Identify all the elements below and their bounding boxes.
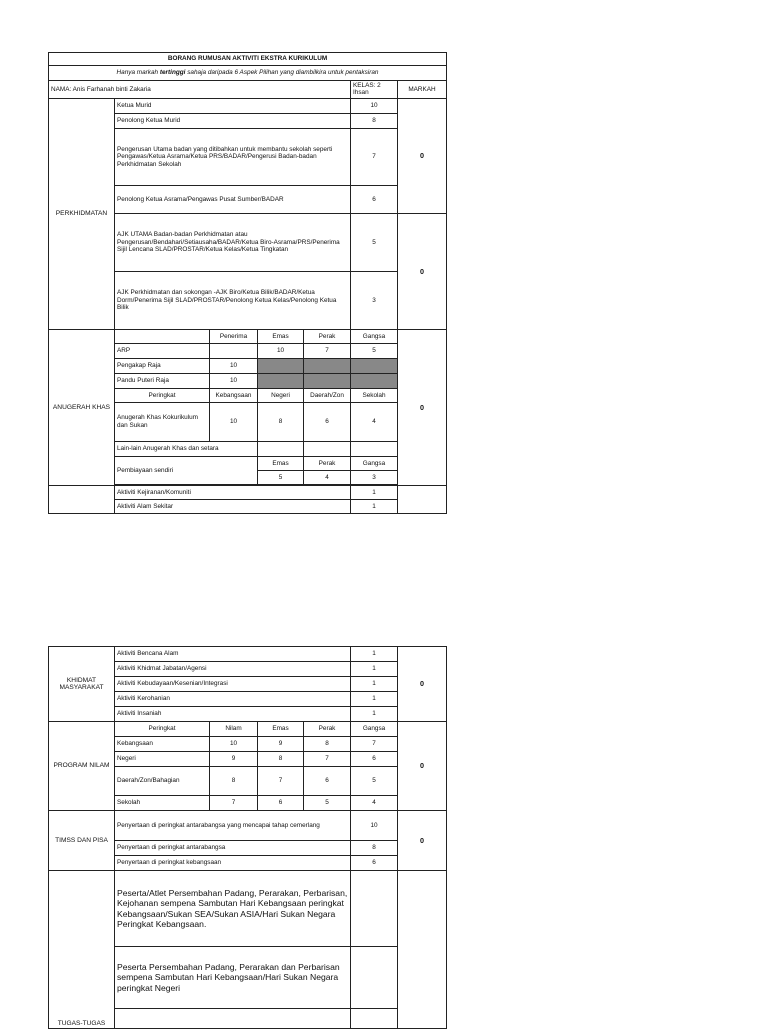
p-header-perak: Perak xyxy=(304,456,351,470)
row-score: 6 xyxy=(351,856,398,871)
emas-score: 7 xyxy=(258,767,304,796)
row-text: Penyertaan di peringkat antarabangsa yang mencapai tahap cemerlang xyxy=(115,811,351,841)
gangsa-score: 4 xyxy=(351,796,398,811)
nilam-score: 10 xyxy=(210,737,258,752)
row-text: AJK Perkhidmatan dan sokongan -AJK Biro/Ketua Bilik/BADAR/Ketua Dorm/Penerima Sijil SLAD/PROSTAR/Penolong Ketua Kelas/Penolong Ketua Bilik xyxy=(115,271,351,329)
nilam-level: Kebangsaan xyxy=(115,737,210,752)
section-program-nilam: PROGRAM NILAM xyxy=(49,722,115,811)
row-text: Aktiviti Kejiranan/Komuniti xyxy=(115,485,351,499)
pengakap-score: 10 xyxy=(210,358,258,373)
header-nilam: Nilam xyxy=(210,722,258,737)
perak-score: 6 xyxy=(304,767,351,796)
header-perak: Perak xyxy=(304,722,351,737)
section-khidmat-masyarakat xyxy=(49,647,115,722)
empty-cell xyxy=(258,441,304,456)
p-gangsa-score: 3 xyxy=(351,470,398,484)
row-text: Peserta Persembahan Padang, Perarakan dan Perbarisan sempena Sambutan Hari Kebangsaan/Hari Sukan Negara peringkat Negeri xyxy=(115,947,351,1009)
markah-tugas xyxy=(398,871,447,1029)
markah-empty xyxy=(398,485,447,513)
header-perak: Perak xyxy=(304,329,351,343)
nilam-level: Daerah/Zon/Bahagian xyxy=(115,767,210,796)
row-score-empty xyxy=(351,871,398,947)
row-score: 1 xyxy=(351,647,398,662)
row-score: 7 xyxy=(351,128,398,185)
row-text-empty xyxy=(115,1009,351,1029)
student-class: KELAS: 2 Ihsan xyxy=(351,81,398,99)
row-text: Penolong Ketua Asrama/Pengawas Pusat Sumber/BADAR xyxy=(115,185,351,213)
shaded-cell xyxy=(351,373,398,388)
row-text: Pengerusan Utama badan yang ditibahkan untuk membantu sekolah seperti Pengawas/Ketua Asrama/Ketua PRS/BADAR/Pengerusi Badan-badan Perkhidmatan Sekolah xyxy=(115,128,351,185)
header-emas: Emas xyxy=(258,722,304,737)
arp-gangsa: 5 xyxy=(351,343,398,358)
shaded-cell xyxy=(258,358,304,373)
summary-form-page2 xyxy=(48,646,447,1029)
row-score: 3 xyxy=(351,271,398,329)
row-text: AJK UTAMA Badan-badan Perkhidmatan atau Pengerusan/Bendahari/Setiausaha/BADAR/Ketua Biro-Asrama/PRS/Penerima Sijil Lencana SLAD/PROSTAR/Ketua Kelas/Ketua Tingkatan xyxy=(115,213,351,271)
nilam-score: 9 xyxy=(210,752,258,767)
header-sekolah: Sekolah xyxy=(351,388,398,402)
row-score: 1 xyxy=(351,485,398,499)
row-score: 1 xyxy=(351,692,398,707)
markah-perkhidmatan-2: 0 xyxy=(398,213,447,329)
row-arp: ARP xyxy=(115,343,210,358)
khidmat-label-1: KHIDMAT xyxy=(66,676,97,684)
row-score: 10 xyxy=(351,98,398,113)
markah-nilam: 0 xyxy=(398,722,447,811)
p-emas-score: 5 xyxy=(258,470,304,484)
row-pengakap: Pengakap Raja xyxy=(115,358,210,373)
row-pandu: Pandu Puteri Raja xyxy=(115,373,210,388)
markah-perkhidmatan-1: 0 xyxy=(398,98,447,213)
row-text: Penyertaan di peringkat kebangsaan xyxy=(115,856,351,871)
khas-sekolah: 4 xyxy=(351,402,398,441)
row-score: 1 xyxy=(351,707,398,722)
header-kebangsaan: Kebangsaan xyxy=(210,388,258,402)
empty-cell xyxy=(304,441,351,456)
perak-score: 8 xyxy=(304,737,351,752)
header-emas: Emas xyxy=(258,329,304,343)
row-score: 1 xyxy=(351,677,398,692)
gangsa-score: 5 xyxy=(351,767,398,796)
markah-header: MARKAH xyxy=(398,81,447,99)
row-text: Ketua Murid xyxy=(115,98,351,113)
emas-score: 8 xyxy=(258,752,304,767)
section-khidmat-continued xyxy=(49,485,115,513)
arp-emas: 10 xyxy=(258,343,304,358)
gangsa-score: 7 xyxy=(351,737,398,752)
nilam-score: 8 xyxy=(210,767,258,796)
row-score-empty xyxy=(351,947,398,1009)
row-text: Aktiviti Insaniah xyxy=(115,707,351,722)
nilam-score: 7 xyxy=(210,796,258,811)
header-peringkat: Peringkat xyxy=(115,722,210,737)
form-subtitle: Hanya markah tertinggi sahaja daripada 6 Aspek Pilihan yang diambilkira untuk pentaksiran xyxy=(49,66,447,81)
emas-score: 9 xyxy=(258,737,304,752)
arp-perak: 7 xyxy=(304,343,351,358)
markah-anugerah: 0 xyxy=(398,329,447,485)
row-score: 8 xyxy=(351,113,398,128)
shaded-cell xyxy=(351,358,398,373)
row-score: 8 xyxy=(351,841,398,856)
gangsa-score: 6 xyxy=(351,752,398,767)
khas-negeri: 8 xyxy=(258,402,304,441)
emas-score: 6 xyxy=(258,796,304,811)
row-text: Penolong Ketua Murid xyxy=(115,113,351,128)
empty-cell xyxy=(115,329,210,343)
row-text: Aktiviti Bencana Alam xyxy=(115,647,351,662)
row-score: 10 xyxy=(351,811,398,841)
row-anugerah-khas: Anugerah Khas Kokurikulum dan Sukan xyxy=(115,402,210,441)
perak-score: 5 xyxy=(304,796,351,811)
markah-khidmat: 0 xyxy=(398,647,447,722)
form-title: BORANG RUMUSAN AKTIVITI EKSTRA KURIKULUM xyxy=(49,53,447,66)
shaded-cell xyxy=(304,358,351,373)
row-text: Aktiviti Kerohanian xyxy=(115,692,351,707)
row-text: Aktiviti Kebudayaan/Kesenian/Integrasi xyxy=(115,677,351,692)
section-perkhidmatan: PERKHIDMATAN xyxy=(49,98,115,329)
khas-kebangsaan: 10 xyxy=(210,402,258,441)
khidmat-label-2: MASYARAKAT xyxy=(59,684,104,691)
shaded-cell xyxy=(304,373,351,388)
row-score: 1 xyxy=(351,499,398,513)
section-timss-pisa: TIMSS DAN PISA xyxy=(49,811,115,871)
header-daerah: Daerah/Zon xyxy=(304,388,351,402)
p-header-emas: Emas xyxy=(258,456,304,470)
student-name: NAMA: Anis Farhanah binti Zakaria xyxy=(49,81,351,99)
row-text: Aktiviti Khidmat Jabatan/Agensi xyxy=(115,662,351,677)
section-anugerah-khas: ANUGERAH KHAS xyxy=(49,329,115,485)
row-pembiayaan: Pembiayaan sendiri xyxy=(115,456,258,484)
header-peringkat: Peringkat xyxy=(115,388,210,402)
p-perak-score: 4 xyxy=(304,470,351,484)
header-gangsa: Gangsa xyxy=(351,329,398,343)
pandu-score: 10 xyxy=(210,373,258,388)
header-negeri: Negeri xyxy=(258,388,304,402)
markah-timss: 0 xyxy=(398,811,447,871)
row-score: 5 xyxy=(351,213,398,271)
empty-cell xyxy=(351,441,398,456)
nilam-level: Negeri xyxy=(115,752,210,767)
row-score-empty xyxy=(351,1009,398,1029)
summary-form-page1 xyxy=(48,52,447,514)
khas-daerah: 6 xyxy=(304,402,351,441)
section-tugas-tugas: TUGAS-TUGAS xyxy=(49,871,115,1029)
row-text: Peserta/Atlet Persembahan Padang, Perarakan, Perbarisan, Kejohanan sempena Sambutan Hari Kebangsaan peringkat Kebangsaan/Sukan SEA/Sukan ASIA/Hari Sukan Negara Peringkat Kebangsaan. xyxy=(115,871,351,947)
header-penerima: Penerima xyxy=(210,329,258,343)
perak-score: 7 xyxy=(304,752,351,767)
row-score: 6 xyxy=(351,185,398,213)
nilam-level: Sekolah xyxy=(115,796,210,811)
p-header-gangsa: Gangsa xyxy=(351,456,398,470)
shaded-cell xyxy=(258,373,304,388)
empty-cell xyxy=(210,343,258,358)
row-text: Penyertaan di peringkat antarabangsa xyxy=(115,841,351,856)
header-gangsa: Gangsa xyxy=(351,722,398,737)
row-score: 1 xyxy=(351,662,398,677)
row-lain-lain: Lain-lain Anugerah Khas dan setara xyxy=(115,441,258,456)
row-text: Aktiviti Alam Sekitar xyxy=(115,499,351,513)
